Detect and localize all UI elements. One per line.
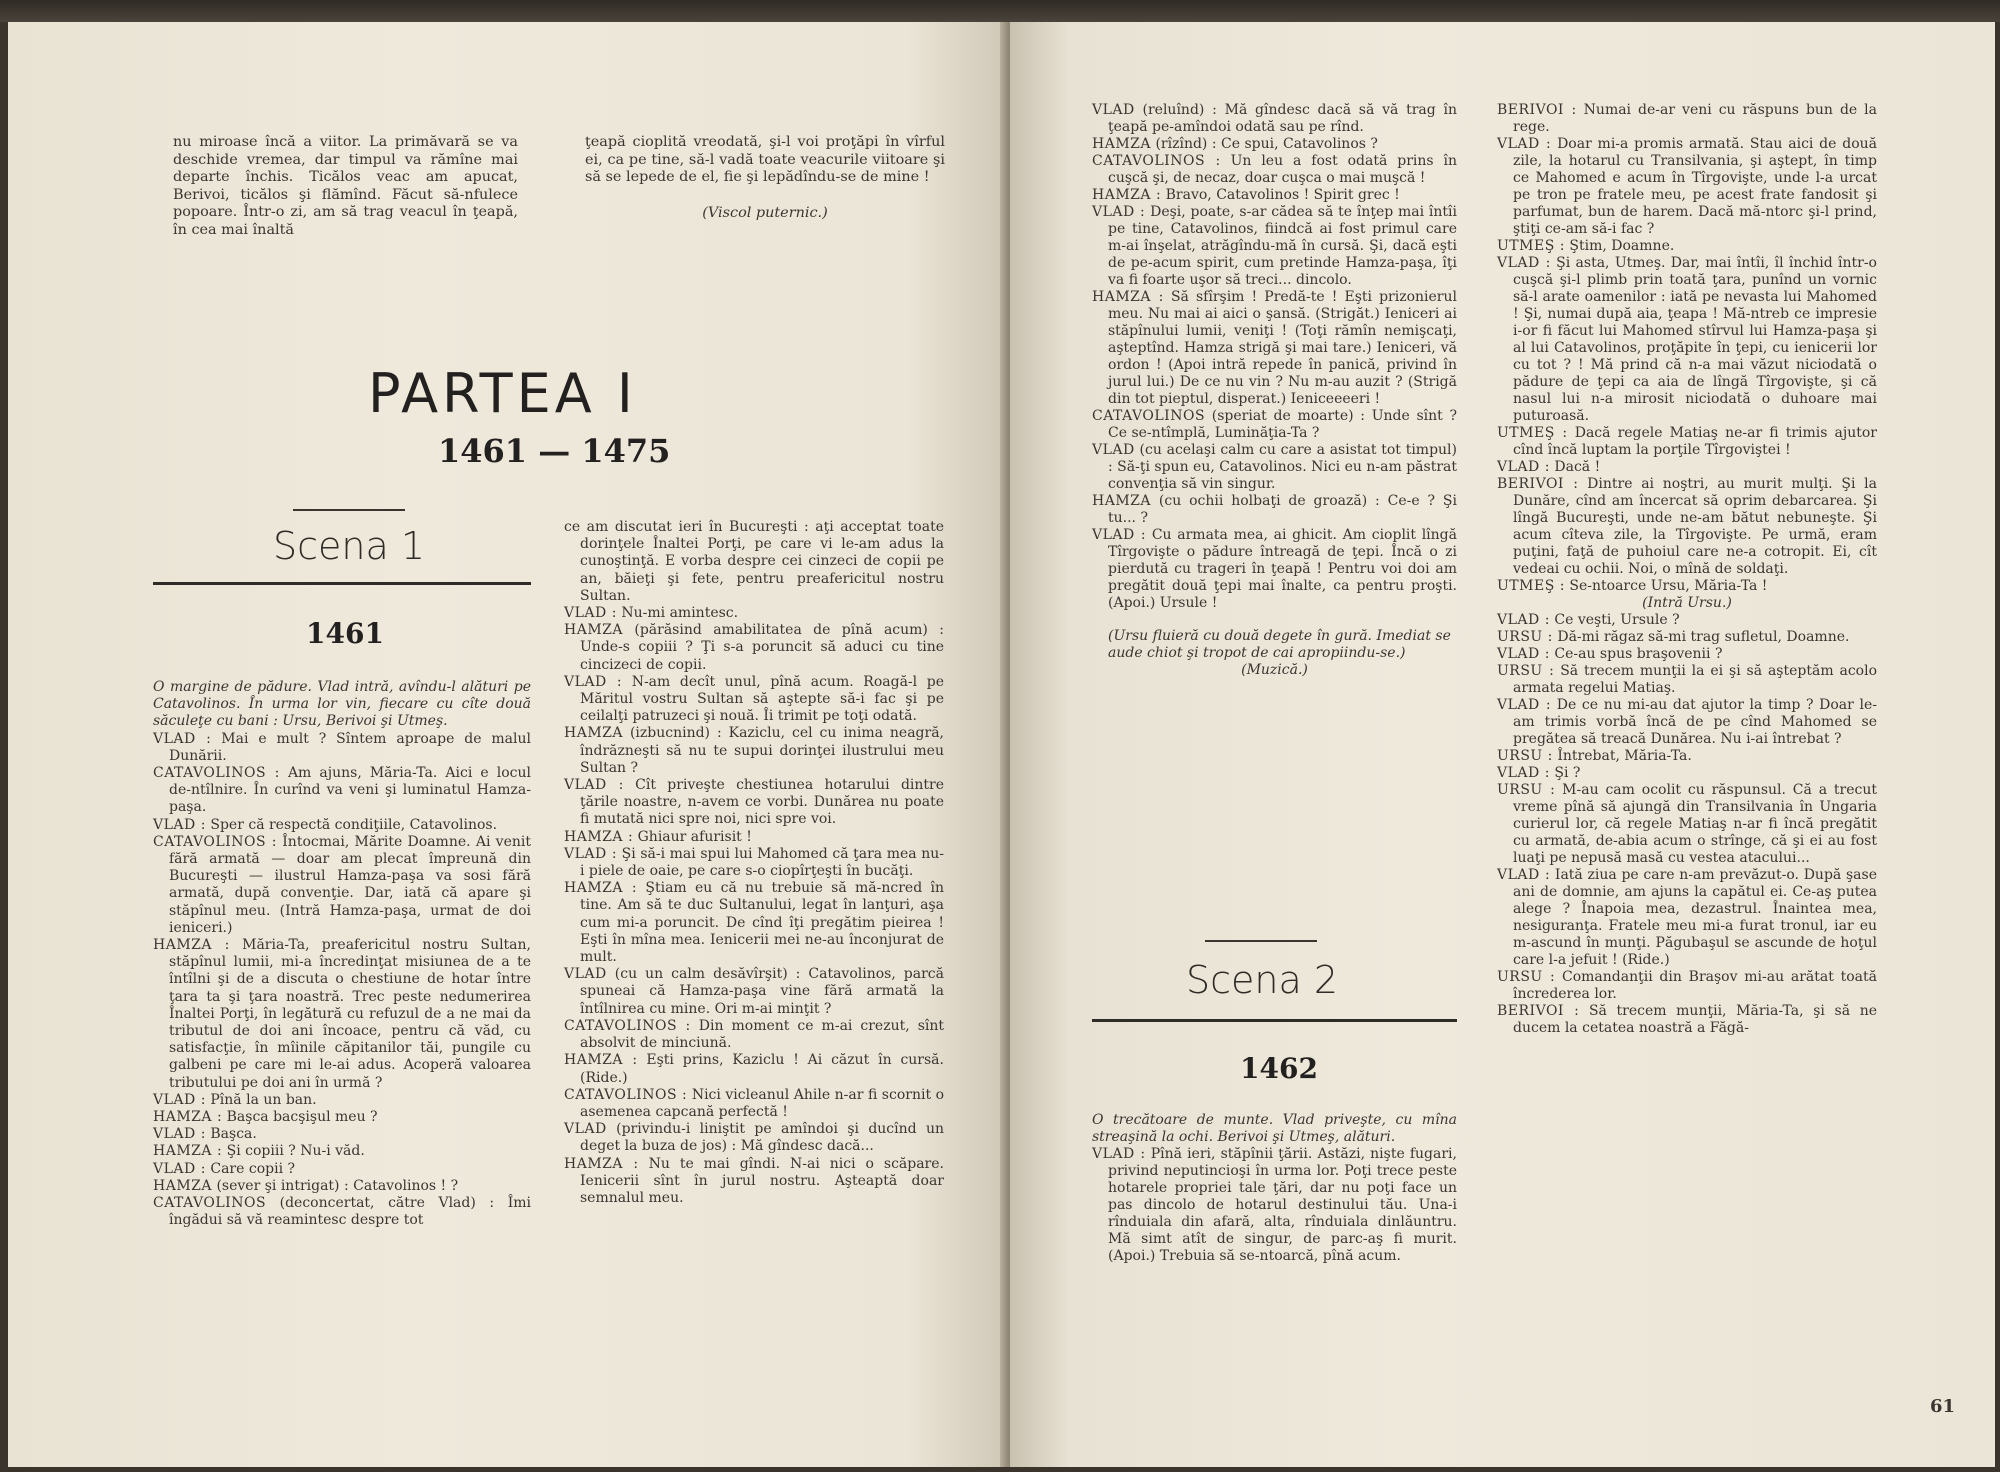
scene-intro: O margine de pădure. Vlad intră, avîndu-l alături pe Catavolinos. În urma lor vin, fiecare cu cîte două săculeţe cu bani : Ursu, Berivoi şi Utmeş. (153, 679, 531, 730)
dialogue-text: Pînă ieri, stăpînii ţării. Astăzi, nişte fugari, privind neputincioşi în urma lor. Poţi trece peste hotarele propriei tale ţări, dar nu poţi face un pas dincolo de hotarul destinului tău. Una-i rînduiala din afară, alta, rînduiala dinlăuntru. Mă simt atît de singur, de parc-aş fi murit. (Apoi.) Trebuia să se-ntoarcă, pînă acum. (1108, 1146, 1457, 1264)
left-page (8, 22, 1008, 1467)
speaker-name: CATAVOLINOS : (564, 1086, 688, 1103)
stage-direction: (Viscol puternic.) (702, 204, 828, 221)
dialogue-text: Cît priveşte chestiunea hotarului dintre ţările noastre, n-avem ce vorbi. Dunărea nu poate fi mutată nici spre noi, nici spre voi. (580, 777, 945, 828)
dialogue-text: Dă-mi răgaz să-mi trag sufletul, Doamne. (1557, 629, 1850, 645)
dialogue-text: (rîzînd) : Ce spui, Catavolinos ? (1155, 136, 1378, 152)
speaker-name: HAMZA : (153, 1143, 223, 1160)
dialogue-text: Să trecem munţii la ei şi să aşteptăm acolo armata regelui Matiaş. (1513, 663, 1878, 696)
speaker-name: BERIVOI : (1497, 1003, 1580, 1019)
dialogue-text: Ce veşti, Ursule ? (1554, 612, 1680, 628)
dialogue-text: (speriat de moarte) : Unde sînt ? Ce se-ntîmplă, Luminăţia-Ta ? (1108, 408, 1457, 441)
scene-year: 1462 (1240, 1052, 1318, 1085)
dialogue-line (1497, 136, 1877, 238)
dialogue-line (564, 725, 944, 777)
speaker-name: VLAD : (1092, 204, 1146, 220)
dialogue-line (564, 519, 944, 605)
part-years: 1461 — 1475 (438, 432, 671, 470)
dialogue-line (1497, 578, 1877, 595)
dialogue-text: (sever şi intrigat) : Catavolinos ! ? (216, 1177, 459, 1194)
dialogue-line (1497, 1003, 1877, 1037)
speaker-name: HAMZA (564, 725, 623, 742)
scene-year: 1461 (306, 617, 384, 650)
dialogue-list (1092, 1146, 1457, 1265)
dialogue-line (1497, 476, 1877, 578)
speaker-name: HAMZA (1092, 493, 1151, 509)
speaker-name: VLAD (1092, 102, 1135, 118)
dialogue-text: Am ajuns, Măria-Ta. Aici e locul de-ntîlnire. În curînd va veni şi luminatul Hamza-paşa. (169, 765, 532, 816)
dialogue-line (1497, 765, 1877, 782)
speaker-name: CATAVOLINOS (1092, 408, 1206, 424)
dialogue-line (1092, 442, 1457, 493)
speaker-name: HAMZA (1092, 136, 1151, 152)
dialogue-text: Bravo, Catavolinos ! Spirit grec ! (1165, 187, 1400, 203)
speaker-name: HAMZA (153, 1177, 212, 1194)
speaker-name: HAMZA : (564, 1155, 639, 1172)
dialogue-list (1497, 612, 1877, 1037)
dialogue-line (1092, 102, 1457, 136)
dialogue-text: M-au cam ocolit cu răspunsul. Că a trecut vreme pînă să ajungă din Transilvania în Ungaria curierul lor, că regele Matiaş n-ar fi încă pregătit cu armată, de-abia acum o strînge, că şi ei au fost luaţi pe nepusă masă cu vestea atacului... (1513, 782, 1877, 866)
left-top-col2 (585, 134, 945, 222)
speaker-name: HAMZA : (1092, 289, 1164, 305)
dialogue-line (1497, 238, 1877, 255)
dialogue-list (153, 731, 531, 1230)
dialogue-text: Pînă la un ban. (210, 1091, 317, 1108)
dialogue-text: Un leu a fost odată prins în cuşcă şi, de necaz, doar cuşca o mai muşcă ! (1108, 153, 1457, 186)
part-title: PARTEA I (368, 362, 637, 425)
dialogue-line (153, 1143, 531, 1160)
dialogue-text: Şi copiii ? Nu-i văd. (226, 1143, 365, 1160)
dialogue-text: Se-ntoarce Ursu, Măria-Ta ! (1569, 578, 1768, 594)
scene-rule-long (1092, 1019, 1457, 1022)
left-top-col1 (173, 134, 518, 239)
dialogue-line (564, 1087, 944, 1121)
speaker-name: HAMZA : (564, 828, 634, 845)
speaker-name: HAMZA : (564, 880, 638, 897)
stage-direction: (Ursu fluieră cu două degete în gură. Imediat se aude chiot şi tropot de cai apropiindu-se.) (1108, 628, 1451, 661)
left-col1 (153, 679, 531, 1230)
dialogue-text: Ghiaur afurisit ! (637, 828, 752, 845)
scene-title: Scena 1 (273, 524, 426, 568)
dialogue-list (1497, 102, 1877, 595)
dialogue-text: Ce-au spus braşovenii ? (1554, 646, 1723, 662)
right-page (1010, 22, 1995, 1467)
dialogue-text: N-am decît unul, pînă acum. Roagă-l pe Măritul vostru Sultan să aştepte să-i fac şi pe ceilalţi patruzeci şi nouă. Îi trimit pe toţi odată. (580, 673, 944, 725)
dialogue-text: Şi să-i mai spui lui Mahomed că ţara mea nu-i piele de oaie, pe care s-o ciopîrţeşti în bucăţi. (580, 845, 944, 880)
speaker-name: VLAD : (1092, 1146, 1146, 1162)
speaker-name: CATAVOLINOS : (153, 765, 280, 782)
dialogue-line (564, 829, 944, 846)
dialogue-line (1497, 255, 1877, 425)
scene-intro: O trecătoare de munte. Vlad priveşte, cu mîna streaşină la ochi. Berivoi şi Utmeş, alături. (1092, 1112, 1457, 1145)
speaker-name: URSU : (1497, 782, 1556, 798)
speaker-name: URSU : (1497, 663, 1555, 679)
speaker-name: HAMZA : (153, 1109, 223, 1126)
speaker-name: VLAD : (564, 845, 618, 862)
speaker-name: VLAD (564, 1121, 607, 1138)
speaker-name: CATAVOLINOS : (1092, 153, 1221, 169)
dialogue-text: Şi ? (1554, 765, 1581, 781)
stage-direction: (Muzică.) (1241, 662, 1308, 678)
dialogue-text: (deconcertat, către Vlad) : Îmi îngădui să vă reamintesc despre tot (169, 1195, 531, 1229)
speaker-name: VLAD : (153, 730, 212, 747)
speaker-name: VLAD : (1497, 255, 1551, 271)
speaker-name: VLAD : (1497, 136, 1552, 152)
dialogue-line (1092, 493, 1457, 527)
speaker-name: URSU : (1497, 748, 1553, 764)
dialogue-text: Întrebat, Măria-Ta. (1557, 748, 1692, 764)
dialogue-line (153, 1178, 531, 1195)
speaker-name: HAMZA (564, 622, 623, 639)
dialogue-line (1092, 187, 1457, 204)
scene-rule-short (293, 509, 405, 511)
speaker-name: VLAD : (153, 1126, 206, 1143)
dialogue-line (153, 1126, 531, 1143)
dialogue-line (564, 1121, 944, 1155)
dialogue-text: Întocmai, Mărite Doamne. Ai venit fără armată — doar am plecat împreună din Bucureşti — ilustrul Hamza-paşa va sosi fără armată, după convenţie. Dar, iată că apare şi stăpînul meu. (Intră Hamza-paşa, urmat de doi ieniceri.) (169, 833, 531, 936)
dialogue-text: Mai e mult ? Sîntem aproape de malul Dunării. (169, 730, 531, 764)
text-block: ţeapă cioplită vreodată, şi-l voi proţăpi în vîrful ei, ca pe tine, să-l vadă toate veacurile viitoare şi să se lepede de el, fie şi lepădîndu-se de mine ! (585, 134, 945, 185)
speaker-name: URSU : (1497, 629, 1553, 645)
speaker-name: VLAD : (1497, 867, 1551, 883)
dialogue-text: (cu acelaşi calm cu care a asistat tot timpul) : Să-ţi spun eu, Catavolinos. Nici eu n-am păstrat convenţia să vin singur. (1108, 442, 1457, 492)
dialogue-line (1497, 425, 1877, 459)
dialogue-line (564, 605, 944, 622)
speaker-name: VLAD : (564, 673, 623, 690)
dialogue-line (564, 1052, 944, 1086)
dialogue-text: Cu armata mea, ai ghicit. Am cioplit lîngă Tîrgovişte o pădure întreagă de ţepi. Încă o zi pierdută cu trageri în ţeapă ! Pentru voi doi am pregătit două ţepi mai înalte, ca pentru proşti. (Apoi.) Ursule ! (1108, 527, 1457, 611)
dialogue-line (1497, 612, 1877, 629)
dialogue-line (564, 880, 944, 966)
dialogue-line (153, 765, 531, 817)
dialogue-line (1497, 102, 1877, 136)
dialogue-text: Sper că respectă condiţiile, Catavolinos. (210, 816, 498, 833)
dialogue-text: Numai de-ar veni cu răspuns bun de la rege. (1513, 102, 1878, 135)
dialogue-line (564, 1156, 944, 1208)
dialogue-text: Eşti prins, Kaziclu ! Ai căzut în cursă. (Ride.) (580, 1052, 944, 1086)
dialogue-line (153, 834, 531, 937)
dialogue-line (564, 1018, 944, 1052)
dialogue-text: De ce nu mi-au dat ajutor la timp ? Doar le-am trimis vorbă încă de pe cînd Mahomed se pregătea să treacă Dunărea. Nu i-ai întrebat ? (1513, 697, 1877, 747)
scene-rule-long (153, 582, 531, 585)
dialogue-text: Ştiam eu că nu trebuie să mă-ncred în tine. Am să te duc Sultanului, legat în lanţuri, aşa cum mi-a poruncit. De cînd îţi pregătim pieirea ! Eşti în mîna mea. Ienicerii mei ne-au înconjurat de mult. (580, 880, 944, 966)
book-cover-edge (0, 0, 2000, 22)
dialogue-text: (reluînd) : Mă gîndesc dacă să vă trag în ţeapă pe-amîndoi odată sau pe rînd. (1108, 102, 1457, 135)
speaker-name: UTMEŞ : (1497, 425, 1568, 441)
dialogue-text: (părăsind amabilitatea de pînă acum) : Unde-s copiii ? Ţi s-a poruncit să aduci cu tine cincizeci de copii. (580, 622, 944, 673)
dialogue-text: Comandanţii din Braşov mi-au arătat toată încrederea lor. (1513, 969, 1877, 1002)
dialogue-line (153, 1195, 531, 1229)
speaker-name: BERIVOI : (1497, 476, 1579, 492)
speaker-name: VLAD (564, 966, 607, 983)
speaker-name: CATAVOLINOS : (564, 1017, 691, 1034)
speaker-name: CATAVOLINOS : (153, 833, 278, 850)
dialogue-line (564, 622, 944, 674)
dialogue-line (1497, 782, 1877, 867)
dialogue-text: (privindu-i liniştit pe amîndoi şi ducînd un deget la buza de jos) : Mă gîndesc dacă... (580, 1121, 944, 1155)
dialogue-line (1497, 459, 1877, 476)
dialogue-line (1497, 748, 1877, 765)
dialogue-line (153, 731, 531, 765)
dialogue-line (1092, 153, 1457, 187)
dialogue-line (1092, 1146, 1457, 1265)
dialogue-line (1497, 663, 1877, 697)
right-col1 (1092, 102, 1457, 679)
dialogue-text: Doar mi-a promis armată. Stau aici de două zile, la hotarul cu Transilvania, şi aştept, în timp ce Mahomed e acum în Tîrgovişte, unde l-a urcat pe tron pe fratele meu, pe acest frate fandosit şi parfumat, bun de harem. Dacă mă-ntorc şi-l prind, ştiţi ce-am să-i fac ? (1513, 136, 1877, 237)
dialogue-text: Iată ziua pe care n-am prevăzut-o. După şase ani de domnie, am ajuns la capătul ei. Ce-aş putea alege ? Înapoia mea, dezastrul. Înaintea mea, nesiguranţa. Fratele meu mi-a furat tronul, iar eu m-ascund în munţi. Păgubaşul se ascunde de hoţul care l-a jefuit ! (Ride.) (1513, 867, 1877, 968)
speaker-name: UTMEŞ : (1497, 578, 1565, 594)
dialogue-line (564, 777, 944, 829)
stage-direction: (Intră Ursu.) (1642, 595, 1732, 611)
text-block: nu miroase încă a viitor. La primăvară se va deschide vremea, dar timpul va rămîne mai departe închis. Ticălos veac am apucat, Berivoi, ticălos şi flămînd. Făcut să-nfulece popoare. Într-o zi, am să trag veacul în ţeapă, în cea mai înaltă (173, 134, 518, 238)
dialogue-text: Nu te mai gîndi. N-ai nici o scăpare. Ienicerii sînt în jurul nostru. Aşteaptă doar semnalul meu. (580, 1155, 944, 1206)
dialogue-text: Măria-Ta, preafericitul nostru Sultan, stăpînul lumii, mi-a încredinţat misiunea de a te întîlni şi de a discuta o chestiune de hotar între ţara ta şi ţara noastră. Trec peste nedumerirea Înaltei Porţi, în legătură cu refuzul de a ne mai da tributul de doi ani încoace, pentru că văd, cu satisfacţie, în mîinile căpitanilor tăi, pungile cu galbeni pe care mi le-ai adus. Acoperă valoarea tributului pe doi ani în urmă ? (169, 937, 532, 1091)
dialogue-text: Şi asta, Utmeş. Dar, mai întîi, îl închid într-o cuşcă şi-l plimb prin toată ţara, punînd un vornic să-l arate oamenilor : iată pe nevasta lui Mahomed ! Şi, numai după aia, ţeapa ! Mă-ntreb ce impresie i-or fi făcut lui Mahomed stîrvul lui Hamza-paşa şi al lui Catavolinos, proţăpite în ţepi, cu ienicerii lor cu tot ? ! Mă prind că n-a mai văzut niciodată o pădure de ţepi ca aia de lîngă Tîrgovişte, şi că nasul lui n-a mirosit niciodată o duhoare mai puturoasă. (1513, 255, 1877, 424)
dialogue-text: Care copii ? (210, 1160, 296, 1177)
dialogue-text: Dacă ! (1554, 459, 1601, 475)
speaker-name: VLAD : (153, 1091, 206, 1108)
dialogue-text: Başca bacşişul meu ? (226, 1109, 378, 1126)
dialogue-line (564, 674, 944, 726)
dialogue-line (564, 846, 944, 880)
dialogue-text: Dintre ai noştri, au murit mulţi. Şi la Dunăre, cînd am încercat să oprim debarcarea. Şi lîngă Bucureşti, unde ne-am bătut nebuneşte. Şi acum cîteva zile, la Tîrgovişte. Pe urmă, eram puţini, faţă de puhoiul care ne-a cotropit. Ei, cît vedeai cu ochii. Noi, o mînă de soldaţi. (1513, 476, 1878, 577)
dialogue-line (1092, 136, 1457, 153)
speaker-name: UTMEŞ : (1497, 238, 1565, 254)
dialogue-line (1092, 204, 1457, 289)
dialogue-text: Să trecem munţii, Măria-Ta, şi să ne ducem la cetatea noastră a Făgă- (1513, 1003, 1877, 1036)
speaker-name: BERIVOI : (1497, 102, 1577, 118)
dialogue-list (1092, 102, 1457, 612)
scene-title: Scena 2 (1186, 958, 1339, 1002)
dialogue-line (1497, 697, 1877, 748)
right-col1-scene2 (1092, 1112, 1457, 1265)
dialogue-line (153, 1092, 531, 1109)
page-number: 61 (1929, 1396, 1955, 1417)
dialogue-text: Să sfîrşim ! Predă-te ! Eşti prizonierul meu. Nu mai ai aici o şansă. (Strigăt.) Ieniceri ai stăpînului lumii, veniţi ! (Toţi rămîn nemişcaţi, aşteptînd. Hamza strigă şi mai tare.) Ieniceri, vă ordon ! (Apoi intră repede în panică, privind în jurul lui.) De ce nu vin ? Nu m-au auzit ? (Strigă din tot pieptul, disperat.) Ieniceeeeri ! (1108, 289, 1457, 407)
speaker-name: VLAD : (1497, 612, 1550, 628)
speaker-name: HAMZA : (1092, 187, 1162, 203)
right-col2 (1497, 102, 1877, 1037)
dialogue-line (153, 817, 531, 834)
dialogue-text: Nu-mi amintesc. (621, 605, 739, 622)
speaker-name: VLAD : (1497, 697, 1552, 713)
speaker-name: VLAD : (564, 777, 624, 794)
speaker-name: CATAVOLINOS (153, 1195, 267, 1212)
speaker-name: URSU : (1497, 969, 1556, 985)
speaker-name: VLAD : (1497, 765, 1550, 781)
dialogue-line (153, 1109, 531, 1126)
dialogue-text: (cu ochii holbaţi de groază) : Ce-e ? Şi tu... ? (1108, 493, 1457, 526)
speaker-name: VLAD : (564, 605, 617, 622)
speaker-name: VLAD : (153, 816, 206, 833)
scene-rule-short (1205, 940, 1317, 942)
dialogue-line (1497, 867, 1877, 969)
dialogue-text: Deşi, poate, s-ar cădea să te înţep mai întîi pe tine, Catavolinos, fiindcă ai fost primul care m-ai înşelat, atrăgîndu-mă în cursă. Şi, dacă eşti de pe-acum spirit, cum pretinde Hamza-paşa, îţi va fi foarte uşor să treci... dincolo. (1108, 204, 1457, 288)
dialogue-line (153, 1161, 531, 1178)
dialogue-text: (cu un calm desăvîrşit) : Catavolinos, parcă spuneai că Hamza-paşa vine fără armată la întîlnirea cu mine. Ori m-ai minţit ? (580, 966, 944, 1017)
dialogue-line (1497, 969, 1877, 1003)
speaker-name: VLAD : (1092, 527, 1147, 543)
dialogue-line (1092, 289, 1457, 408)
dialogue-text: ce am discutat ieri în Bucureşti : aţi acceptat toate dorinţele Înaltei Porţi, pe care vi le-am adus la cunoştinţă. E vorba despre cei cinzeci de copii pe an, băieţi şi fete, pentru preafericitul nostru Sultan. (564, 519, 944, 604)
dialogue-text: Din moment ce m-ai crezut, sînt absolvit de minciună. (580, 1017, 944, 1052)
speaker-name: VLAD : (1497, 459, 1550, 475)
speaker-name: HAMZA : (564, 1052, 638, 1069)
dialogue-list (564, 519, 944, 1207)
dialogue-line (1497, 646, 1877, 663)
dialogue-line (1092, 408, 1457, 442)
dialogue-text: Dacă regele Matiaş ne-ar fi trimis ajutor cînd încă luptam la porţile Tîrgoviştei ! (1513, 425, 1878, 458)
dialogue-text: Ştim, Doamne. (1569, 238, 1675, 254)
left-col2 (564, 519, 944, 1207)
dialogue-line (153, 937, 531, 1092)
dialogue-line (1497, 629, 1877, 646)
speaker-name: VLAD (1092, 442, 1135, 458)
dialogue-text: Nici vicleanul Ahile n-ar fi scornit o asemenea capcană perfectă ! (580, 1086, 945, 1120)
dialogue-text: Başca. (210, 1126, 257, 1143)
speaker-name: VLAD : (1497, 646, 1550, 662)
dialogue-text: (izbucnind) : Kaziclu, cel cu inima neagră, îndrăzneşti să nu te supui dorinţei ilustrului meu Sultan ? (580, 725, 944, 776)
dialogue-line (564, 966, 944, 1018)
dialogue-line (1092, 527, 1457, 612)
speaker-name: HAMZA : (153, 937, 230, 954)
speaker-name: VLAD : (153, 1160, 206, 1177)
